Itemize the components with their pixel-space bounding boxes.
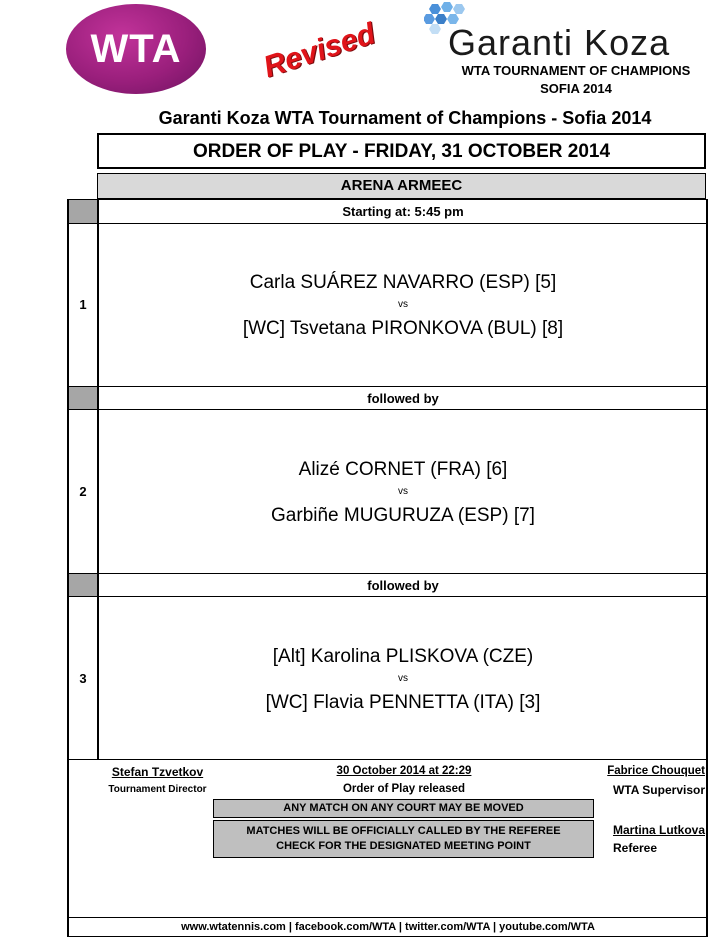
referee-title: Referee <box>612 841 658 855</box>
followed-by-label: followed by <box>367 391 439 406</box>
supervisor-title: WTA Supervisor <box>612 783 705 797</box>
match-3-vs: vs <box>398 673 408 684</box>
separator-grey-cell <box>69 574 97 596</box>
followed-by-label: followed by <box>367 578 439 593</box>
match-3-player-1: [Alt] Karolina PLISKOVA (CZE) <box>272 646 534 667</box>
match-1-player-1: Carla SUÁREZ NAVARRO (ESP) [5] <box>249 272 557 293</box>
match-2-player-1: Alizé CORNET (FRA) [6] <box>298 459 508 480</box>
tournament-title: Garanti Koza WTA Tournament of Champions - Sofia 2014 <box>158 108 652 128</box>
sponsor-subtitle: WTA TOURNAMENT OF CHAMPIONS <box>461 63 691 78</box>
row-line <box>67 596 708 597</box>
row-line <box>67 223 708 224</box>
order-of-play-title: ORDER OF PLAY - FRIDAY, 31 OCTOBER 2014 <box>192 141 611 162</box>
match-3-player-2: [WC] Flavia PENNETTA (ITA) [3] <box>265 692 541 713</box>
referee-name: Martina Lutkova <box>612 823 705 837</box>
match-2-vs: vs <box>398 486 408 497</box>
tournament-director-title: Tournament Director <box>108 784 207 795</box>
footer-links[interactable]: www.wtatennis.com | facebook.com/WTA | twitter.com/WTA | youtube.com/WTA <box>68 917 708 937</box>
revised-stamp: Revised <box>259 17 380 84</box>
supervisor-name: Fabrice Chouquet <box>607 765 705 777</box>
notice-line-1: MATCHES WILL BE OFFICIALLY CALLED BY THE REFEREE <box>246 825 561 837</box>
notice-line-2: CHECK FOR THE DESIGNATED MEETING POINT <box>276 840 531 852</box>
release-label: Order of Play released <box>342 783 466 795</box>
row-line <box>67 199 708 200</box>
match-1-vs: vs <box>398 299 408 310</box>
wta-logo-text: WTA <box>90 26 182 71</box>
row-line <box>67 759 708 760</box>
grid-right-border <box>706 199 708 937</box>
release-datetime: 30 October 2014 at 22:29 <box>336 765 472 777</box>
match-2-player-2: Garbiñe MUGURUZA (ESP) [7] <box>271 505 535 526</box>
start-row-grey-cell <box>69 200 97 223</box>
sponsor-name: Garanti Koza <box>448 22 671 63</box>
row-line <box>67 573 708 574</box>
notice-match-moved: ANY MATCH ON ANY COURT MAY BE MOVED <box>213 799 594 818</box>
match-number: 3 <box>79 671 87 686</box>
court-name: ARENA ARMEEC <box>97 173 706 199</box>
match-1-player-2: [WC] Tsvetana PIRONKOVA (BUL) [8] <box>242 318 564 339</box>
tournament-director-name: Stefan Tzvetkov <box>111 765 204 779</box>
match-number: 2 <box>79 484 87 499</box>
separator-grey-cell <box>69 387 97 409</box>
row-line <box>67 386 708 387</box>
sponsor-location: SOFIA 2014 <box>540 81 612 96</box>
match-number: 1 <box>79 297 87 312</box>
start-time: Starting at: 5:45 pm <box>342 204 464 219</box>
wta-logo <box>66 4 206 94</box>
row-line <box>67 409 708 410</box>
notice-meeting-point <box>213 820 594 858</box>
